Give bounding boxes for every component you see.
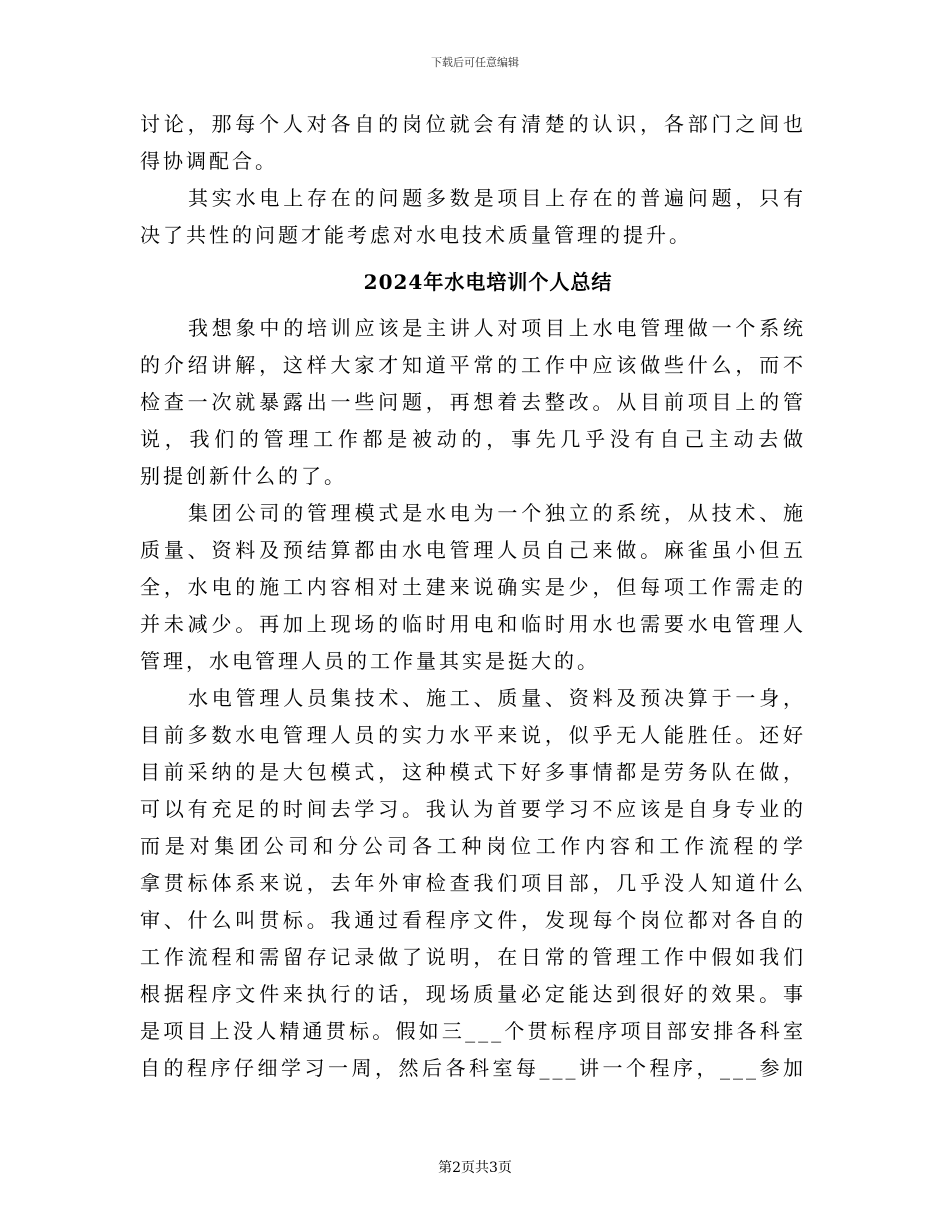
text-line: 水电管理人员集技术、施工、质量、资料及预决算于一身， (188, 686, 806, 710)
text-line: 并未减少。再加上现场的临时用电和临时用水也需要水电管理人 (140, 612, 806, 636)
text-line: 根据程序文件来执行的话，现场质量必定能达到很好的效果。事 (140, 982, 806, 1006)
text-line: 质量、资料及预结算都由水电管理人员自己来做。麻雀虽小但五 (140, 538, 806, 562)
text-line: 决了共性的问题才能考虑对水电技术质量管理的提升。 (140, 223, 692, 247)
text-line: 可以有充足的时间去学习。我认为首要学习不应该是自身专业的 (140, 797, 806, 821)
page-number: 第2页共3页 (438, 1160, 512, 1176)
text-line: 是项目上没人精通贯标。假如三___个贯标程序项目部安排各科室 (140, 1019, 806, 1043)
text-line: 审、什么叫贯标。我通过看程序文件，发现每个岗位都对各自的 (140, 908, 806, 932)
text-line: 管理，水电管理人员的工作量其实是挺大的。 (140, 649, 600, 673)
text-line: 讨论，那每个人对各自的岗位就会有清楚的认识，各部门之间也 (140, 112, 806, 136)
text-line: 检查一次就暴露出一些问题，再想着去整改。从目前项目上的管 (140, 390, 806, 414)
text-line: 的介绍讲解，这样大家才知道平常的工作中应该做些什么，而不 (140, 353, 806, 377)
text-line: 其实水电上存在的问题多数是项目上存在的普遍问题，只有 (188, 186, 806, 210)
text-line: 工作流程和需留存记录做了说明，在日常的管理工作中假如我们 (140, 945, 806, 969)
document-title: 2024年水电培训个人总结 (363, 270, 613, 294)
text-line: 说，我们的管理工作都是被动的，事先几乎没有自己主动去做 (140, 427, 806, 451)
page-header-note: 下载后可任意编辑 (431, 56, 519, 69)
text-line: 拿贯标体系来说，去年外审检查我们项目部，几乎没人知道什么 (140, 871, 806, 895)
text-line: 全，水电的施工内容相对土建来说确实是少，但每项工作需走的 (140, 575, 806, 599)
text-line: 得协调配合。 (140, 149, 278, 173)
text-line: 自的程序仔细学习一周，然后各科室每___讲一个程序，___参加 (140, 1056, 806, 1080)
text-line: 目前采纳的是大包模式，这种模式下好多事情都是劳务队在做， (140, 760, 806, 784)
text-line: 别提创新什么的了。 (140, 464, 347, 488)
text-line: 我想象中的培训应该是主讲人对项目上水电管理做一个系统 (188, 316, 806, 340)
text-line: 集团公司的管理模式是水电为一个独立的系统，从技术、施 (188, 501, 806, 525)
document-body (140, 106, 806, 1087)
text-line: 而是对集团公司和分公司各工种岗位工作内容和工作流程的学 (140, 834, 806, 858)
text-line: 目前多数水电管理人员的实力水平来说，似乎无人能胜任。还好 (140, 723, 806, 747)
